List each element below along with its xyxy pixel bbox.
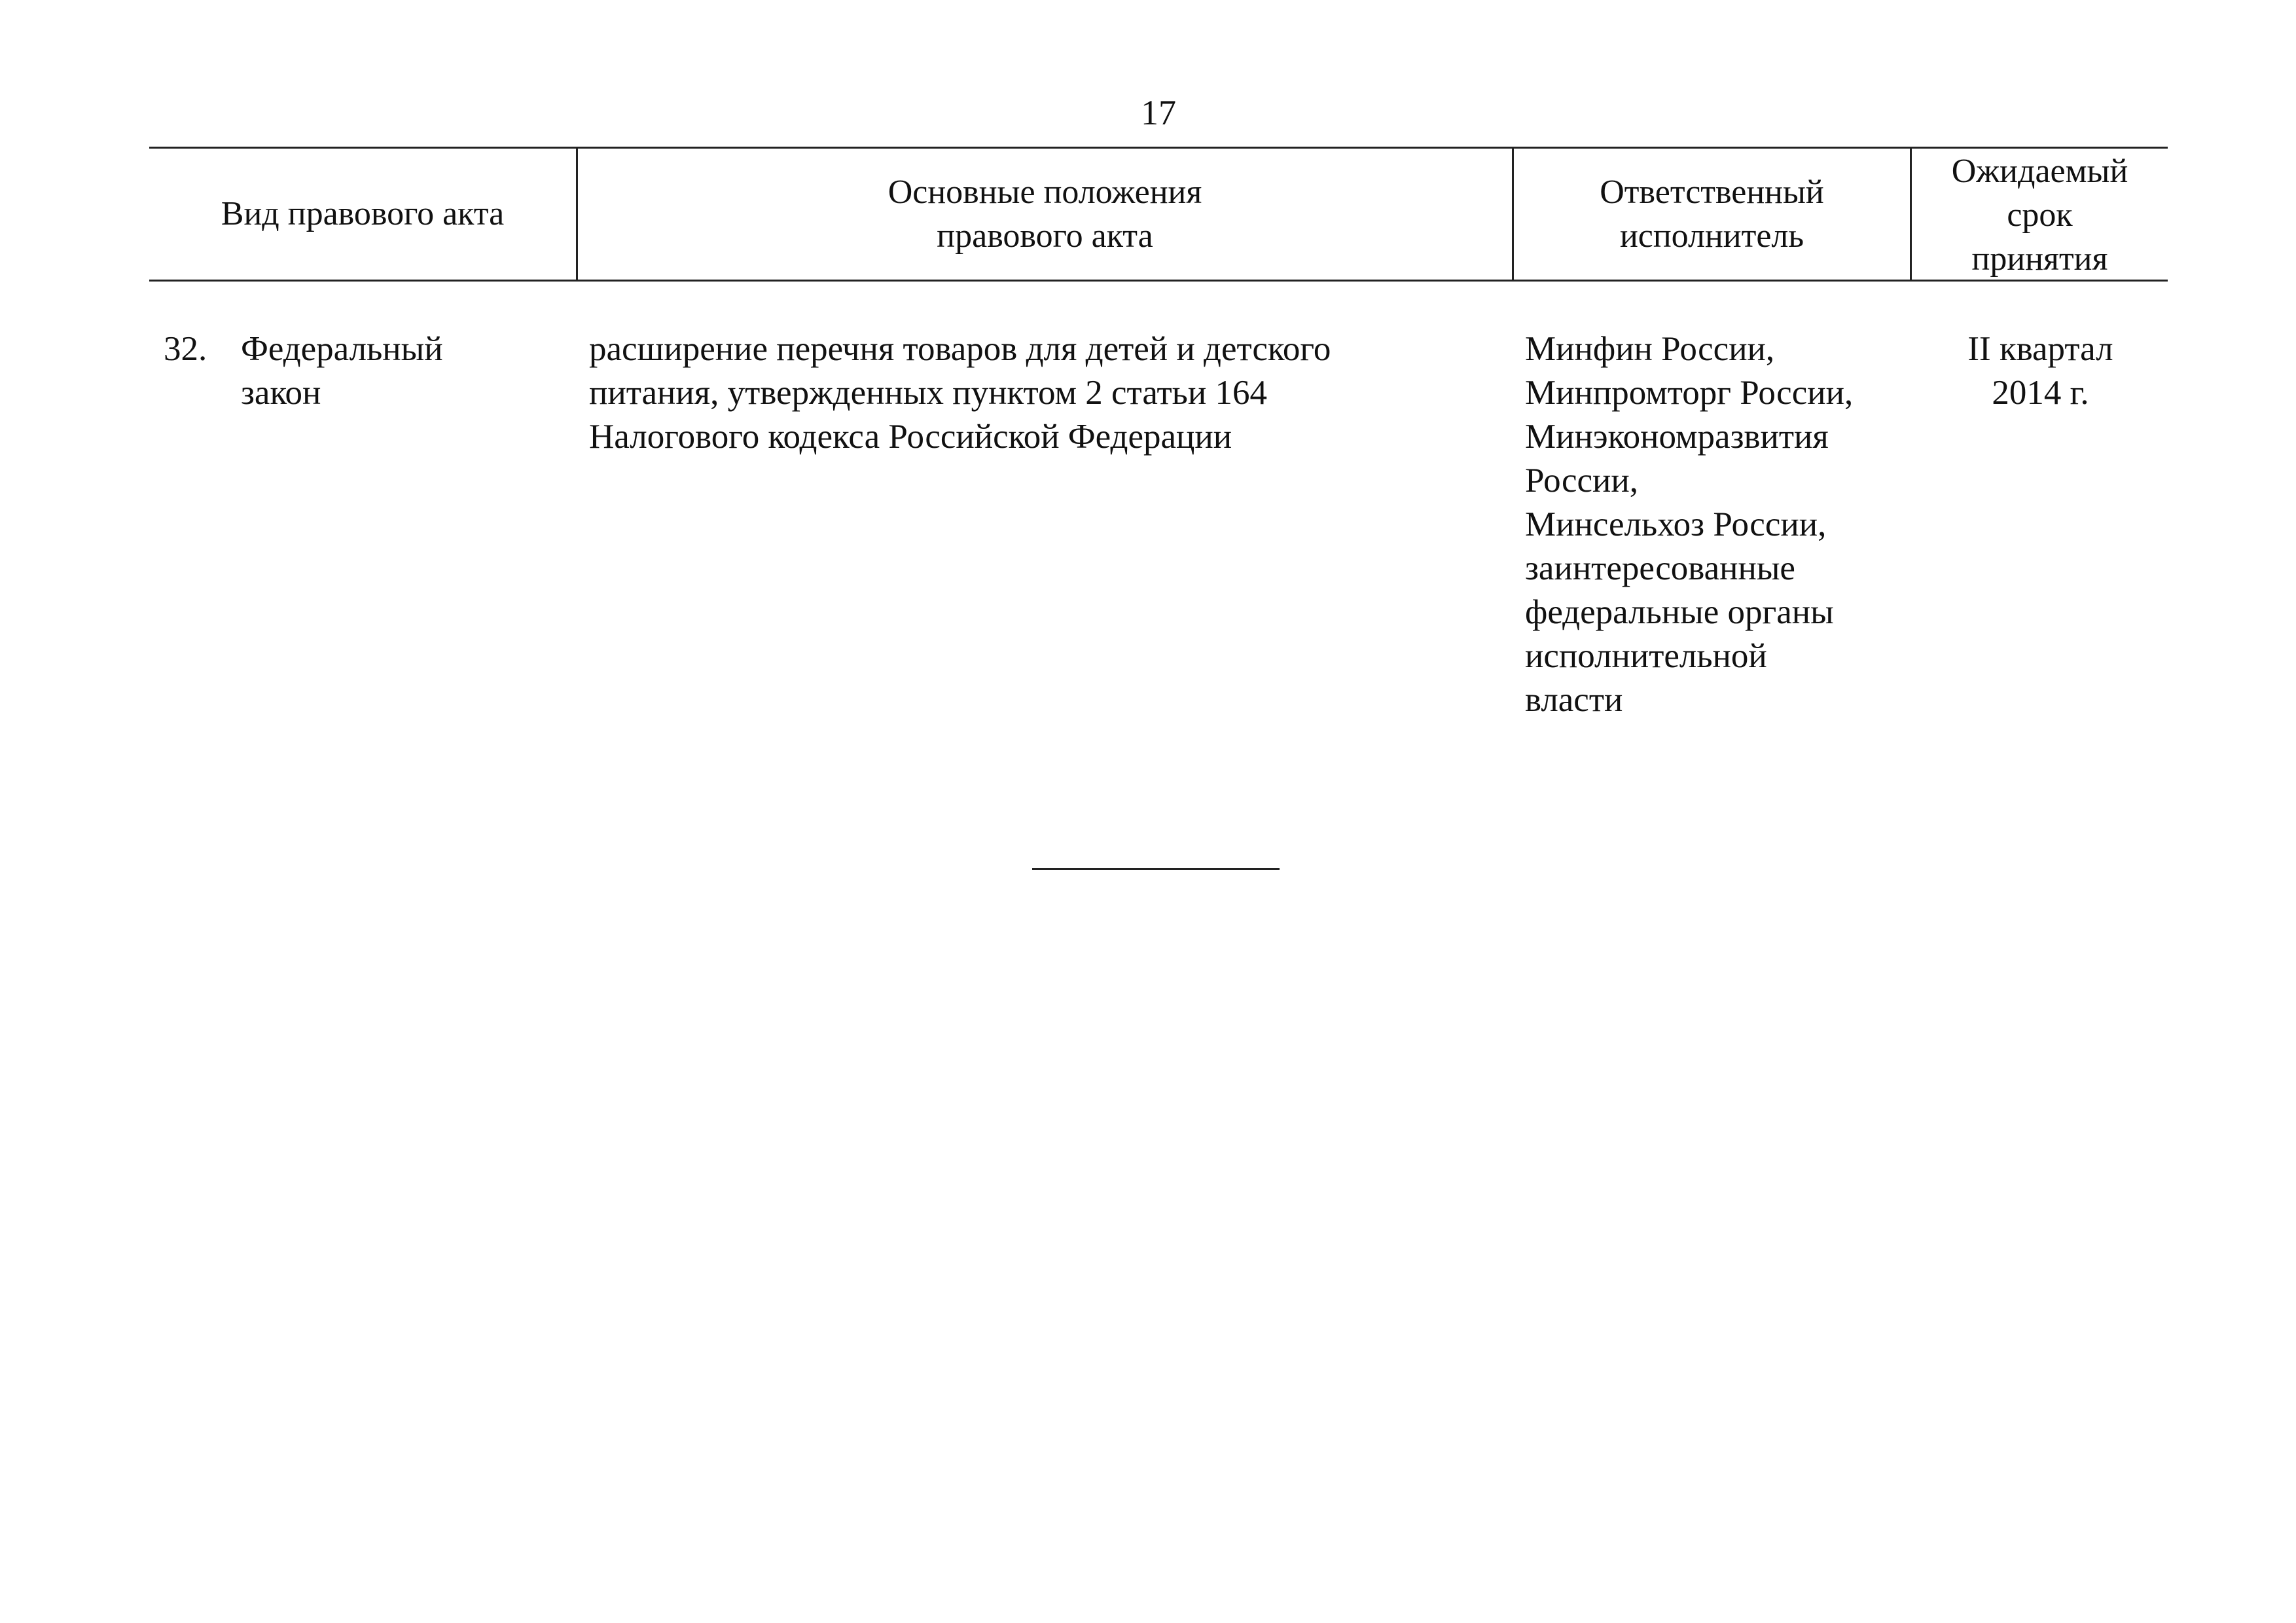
row-number: 32.	[164, 330, 207, 368]
table-header-bottom-rule	[149, 280, 2168, 282]
header-deadline: Ожидаемый срок принятия	[1951, 153, 2128, 278]
page-number: 17	[1141, 93, 1176, 132]
row-deadline: II квартал 2014 г.	[1967, 330, 2113, 412]
header-provisions: Основные положения правового акта	[888, 173, 1202, 255]
header-act-type: Вид правового акта	[221, 195, 505, 232]
closing-rule	[1032, 868, 1280, 870]
row-provisions: расширение перечня товаров для детей и детского питания, утвержденных пунктом 2 статьи 164 Налогового кодекса Российской Федерации	[589, 330, 1331, 456]
row-act-type: Федеральный закон	[241, 330, 443, 412]
row-executor: Минфин России, Минпромторг России, Минэкономразвития России, Минсельхоз России, заинтересованные федеральные органы исполнительной власти	[1525, 330, 1854, 719]
header-executor: Ответственный исполнитель	[1600, 173, 1824, 255]
